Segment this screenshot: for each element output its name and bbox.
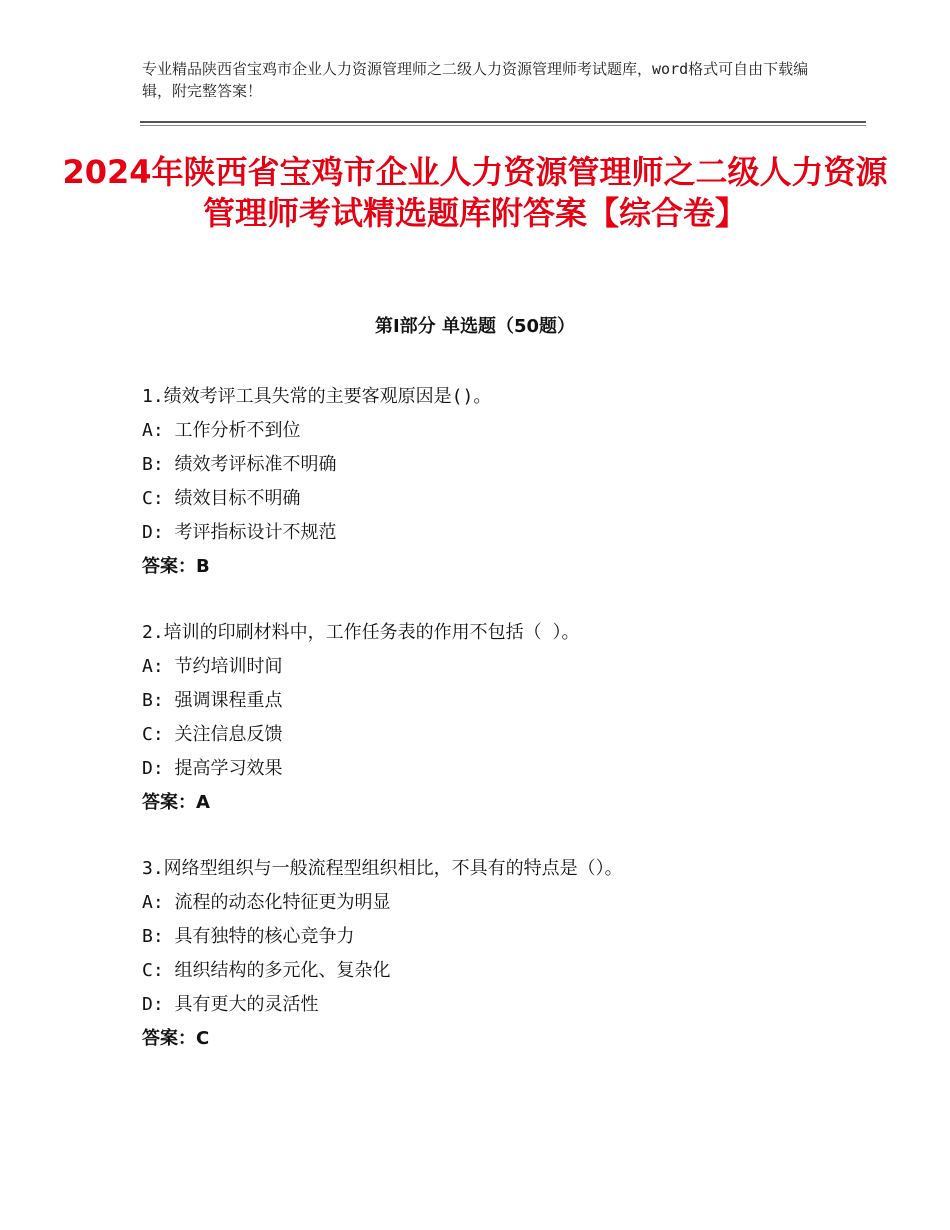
option-b: B: 具有独特的核心竞争力	[142, 926, 355, 947]
option-a: A: 工作分析不到位	[142, 420, 301, 441]
option-a: A: 节约培训时间	[142, 656, 283, 677]
question-2	[142, 616, 862, 820]
answer: 答案：B	[142, 556, 210, 577]
answer: 答案：A	[142, 792, 210, 813]
question-list	[142, 380, 862, 1056]
document-title: 2024年陕西省宝鸡市企业人力资源管理师之二级人力资源管理师考试精选题库附答案【综合卷】	[62, 153, 888, 232]
question-stem: 1.绩效考评工具失常的主要客观原因是()。	[142, 386, 492, 407]
option-c: C: 关注信息反馈	[142, 724, 283, 745]
section-title: 第Ⅰ部分 单选题（50题）	[374, 316, 575, 337]
question-3	[142, 852, 862, 1056]
option-b: B: 绩效考评标准不明确	[142, 454, 337, 475]
option-c: C: 组织结构的多元化、复杂化	[142, 960, 391, 981]
option-d: D: 提高学习效果	[142, 758, 283, 779]
option-d: D: 考评指标设计不规范	[142, 522, 337, 543]
option-d: D: 具有更大的灵活性	[142, 994, 319, 1015]
option-b: B: 强调课程重点	[142, 690, 283, 711]
header-divider	[140, 121, 866, 123]
header-note: 专业精品陕西省宝鸡市企业人力资源管理师之二级人力资源管理师考试题库，word格式可自由下载编辑，附完整答案！	[142, 60, 809, 100]
question-1	[142, 380, 862, 584]
header-divider-thin	[140, 125, 866, 126]
option-a: A: 流程的动态化特征更为明显	[142, 892, 391, 913]
question-stem: 2.培训的印刷材料中，工作任务表的作用不包括（ ）。	[142, 622, 580, 643]
question-stem: 3.网络型组织与一般流程型组织相比，不具有的特点是（）。	[142, 858, 623, 879]
option-c: C: 绩效目标不明确	[142, 488, 301, 509]
answer: 答案：C	[142, 1028, 210, 1049]
